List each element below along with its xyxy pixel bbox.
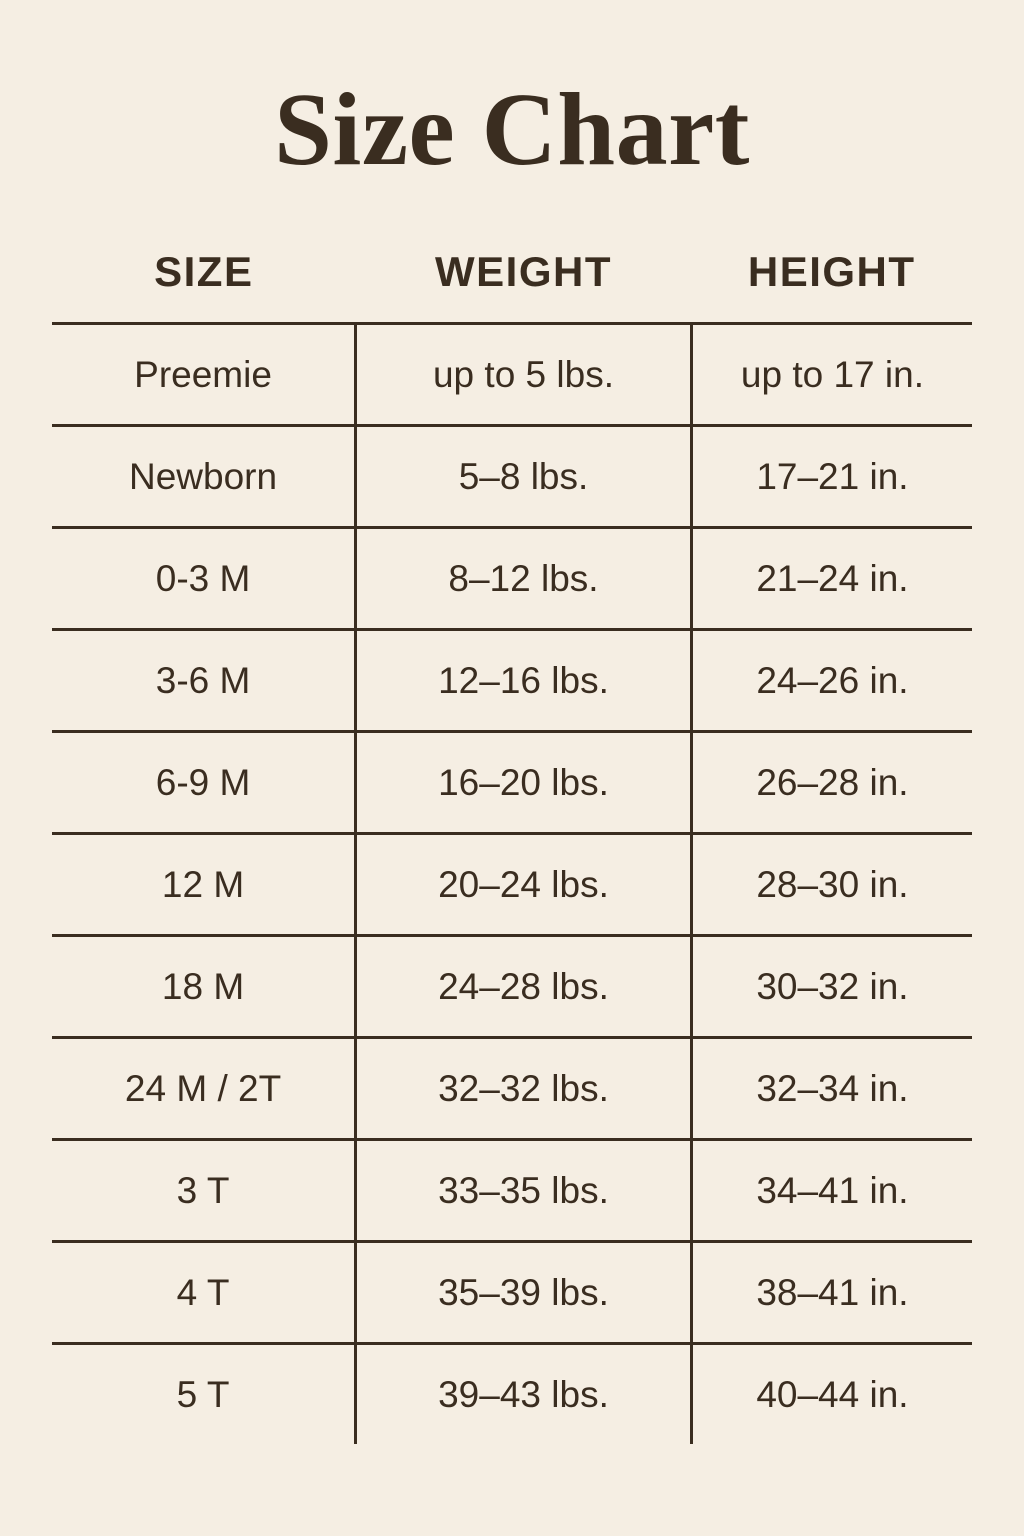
cell-weight: 32–32 lbs. <box>356 1038 692 1140</box>
table-row <box>52 1344 972 1445</box>
column-header-size: SIZE <box>154 248 254 295</box>
table-row <box>52 1242 972 1344</box>
cell-weight: 5–8 lbs. <box>356 426 692 528</box>
cell-height: 38–41 in. <box>691 1242 972 1344</box>
cell-size: 3-6 M <box>52 630 356 732</box>
cell-height: 32–34 in. <box>691 1038 972 1140</box>
cell-size: 24 M / 2T <box>52 1038 356 1140</box>
table-row <box>52 1140 972 1242</box>
cell-height: 30–32 in. <box>691 936 972 1038</box>
cell-weight: 20–24 lbs. <box>356 834 692 936</box>
cell-height: 21–24 in. <box>691 528 972 630</box>
cell-weight: 24–28 lbs. <box>356 936 692 1038</box>
table-body <box>52 324 972 1445</box>
cell-size: 6-9 M <box>52 732 356 834</box>
table-row <box>52 324 972 426</box>
cell-weight: up to 5 lbs. <box>356 324 692 426</box>
cell-height: 24–26 in. <box>691 630 972 732</box>
column-header-weight: WEIGHT <box>435 248 612 295</box>
page-title: Size Chart <box>274 72 750 187</box>
column-header-height: HEIGHT <box>747 248 916 295</box>
table-row <box>52 1038 972 1140</box>
table-row <box>52 630 972 732</box>
size-chart-table-container <box>52 182 972 1444</box>
cell-size: 0-3 M <box>52 528 356 630</box>
table-row <box>52 426 972 528</box>
cell-size: 18 M <box>52 936 356 1038</box>
cell-height: 26–28 in. <box>691 732 972 834</box>
table-header-row <box>52 248 972 324</box>
cell-height: 40–44 in. <box>691 1344 972 1445</box>
cell-height: 28–30 in. <box>691 834 972 936</box>
cell-height: 17–21 in. <box>691 426 972 528</box>
cell-size: 12 M <box>52 834 356 936</box>
cell-size: 5 T <box>52 1344 356 1445</box>
table-row <box>52 936 972 1038</box>
cell-weight: 35–39 lbs. <box>356 1242 692 1344</box>
cell-height: 34–41 in. <box>691 1140 972 1242</box>
cell-height: up to 17 in. <box>691 324 972 426</box>
cell-weight: 12–16 lbs. <box>356 630 692 732</box>
table-row <box>52 834 972 936</box>
cell-size: Newborn <box>52 426 356 528</box>
cell-size: Preemie <box>52 324 356 426</box>
table-row <box>52 732 972 834</box>
cell-weight: 16–20 lbs. <box>356 732 692 834</box>
cell-size: 3 T <box>52 1140 356 1242</box>
table-header <box>52 248 972 324</box>
cell-weight: 33–35 lbs. <box>356 1140 692 1242</box>
cell-weight: 39–43 lbs. <box>356 1344 692 1445</box>
cell-weight: 8–12 lbs. <box>356 528 692 630</box>
cell-size: 4 T <box>52 1242 356 1344</box>
table-row <box>52 528 972 630</box>
size-chart-table <box>52 248 972 1444</box>
